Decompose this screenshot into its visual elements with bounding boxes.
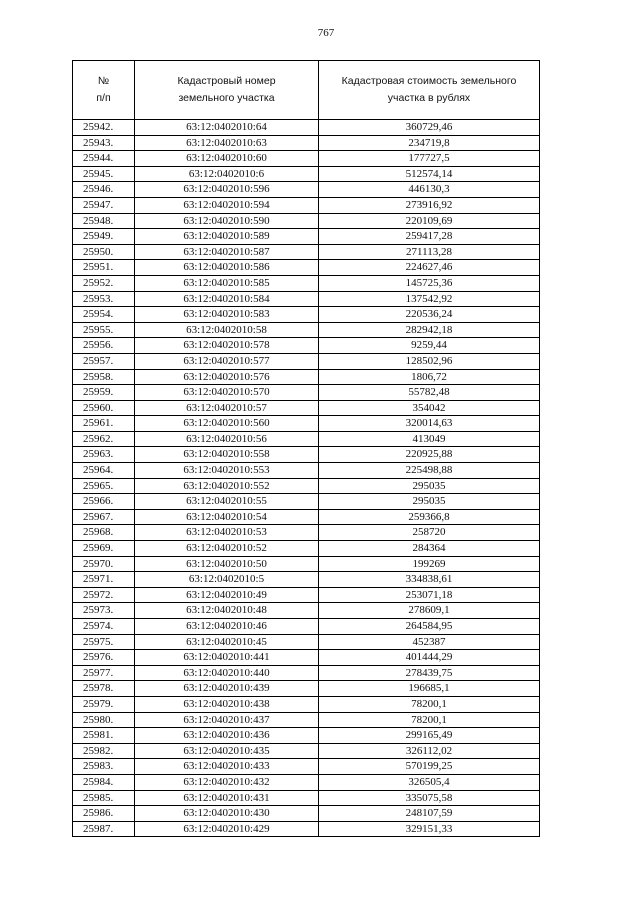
table-row: [73, 431, 540, 447]
row-number-cell: 25969.: [73, 541, 135, 557]
cadastral-number-cell: 63:12:0402010:431: [135, 790, 319, 806]
table-row: [73, 494, 540, 510]
row-number-cell: 25944.: [73, 151, 135, 167]
table-row: [73, 322, 540, 338]
cadastral-number-cell: 63:12:0402010:558: [135, 447, 319, 463]
table-row: [73, 712, 540, 728]
table-row: [73, 665, 540, 681]
cadastral-value-cell: 299165,49: [319, 728, 540, 744]
cadastral-number-cell: 63:12:0402010:560: [135, 416, 319, 432]
table-row: [73, 743, 540, 759]
row-number-cell: 25964.: [73, 463, 135, 479]
row-number-cell: 25982.: [73, 743, 135, 759]
cadastral-number-cell: 63:12:0402010:596: [135, 182, 319, 198]
table-row: [73, 634, 540, 650]
header-line: п/п: [96, 92, 111, 104]
cadastral-number-cell: 63:12:0402010:576: [135, 369, 319, 385]
cadastral-number-cell: 63:12:0402010:584: [135, 291, 319, 307]
cadastral-value-cell: 452387: [319, 634, 540, 650]
cadastral-value-cell: 295035: [319, 494, 540, 510]
row-number-cell: 25959.: [73, 385, 135, 401]
table-row: [73, 790, 540, 806]
table-row: [73, 135, 540, 151]
cadastral-number-cell: 63:12:0402010:441: [135, 650, 319, 666]
cadastral-number-cell: 63:12:0402010:46: [135, 619, 319, 635]
cadastral-value-cell: 55782,48: [319, 385, 540, 401]
cadastral-number-cell: 63:12:0402010:583: [135, 307, 319, 323]
cadastral-number-cell: 63:12:0402010:53: [135, 525, 319, 541]
row-number-cell: 25961.: [73, 416, 135, 432]
table-row: [73, 759, 540, 775]
cadastral-number-cell: 63:12:0402010:52: [135, 541, 319, 557]
table-row: [73, 603, 540, 619]
row-number-cell: 25958.: [73, 369, 135, 385]
cadastral-value-cell: 512574,14: [319, 166, 540, 182]
cadastral-number-cell: 63:12:0402010:58: [135, 322, 319, 338]
table-row: [73, 229, 540, 245]
cadastral-value-cell: 258720: [319, 525, 540, 541]
cadastral-value-cell: 9259,44: [319, 338, 540, 354]
row-number-cell: 25962.: [73, 431, 135, 447]
row-number-cell: 25967.: [73, 509, 135, 525]
cadastral-value-cell: 326112,02: [319, 743, 540, 759]
row-number-cell: 25957.: [73, 353, 135, 369]
cadastral-value-cell: 196685,1: [319, 681, 540, 697]
table-row: [73, 509, 540, 525]
table-row: [73, 120, 540, 136]
cadastral-number-cell: 63:12:0402010:45: [135, 634, 319, 650]
table-row: [73, 307, 540, 323]
table-header-row: [73, 61, 540, 120]
row-number-cell: 25951.: [73, 260, 135, 276]
row-number-cell: 25972.: [73, 587, 135, 603]
cadastral-number-cell: 63:12:0402010:60: [135, 151, 319, 167]
cadastral-value-cell: 326505,4: [319, 774, 540, 790]
row-number-cell: 25943.: [73, 135, 135, 151]
table-row: [73, 151, 540, 167]
cadastral-value-cell: 320014,63: [319, 416, 540, 432]
row-number-cell: 25949.: [73, 229, 135, 245]
table-row: [73, 260, 540, 276]
cadastral-value-cell: 220109,69: [319, 213, 540, 229]
cadastral-value-cell: 570199,25: [319, 759, 540, 775]
header-line: №: [97, 75, 110, 87]
cadastral-value-cell: 199269: [319, 556, 540, 572]
table-row: [73, 525, 540, 541]
cadastral-value-cell: 334838,61: [319, 572, 540, 588]
cadastral-number-cell: 63:12:0402010:55: [135, 494, 319, 510]
table-row: [73, 806, 540, 822]
cadastral-number-cell: 63:12:0402010:553: [135, 463, 319, 479]
row-number-cell: 25945.: [73, 166, 135, 182]
cadastral-value-cell: 78200,1: [319, 712, 540, 728]
row-number-cell: 25973.: [73, 603, 135, 619]
cadastral-value-cell: 446130,3: [319, 182, 540, 198]
row-number-cell: 25952.: [73, 275, 135, 291]
cadastral-value-cell: 220925,88: [319, 447, 540, 463]
cadastral-value-cell: 271113,28: [319, 244, 540, 260]
cadastral-value-cell: 284364: [319, 541, 540, 557]
cadastral-number-cell: 63:12:0402010:435: [135, 743, 319, 759]
cadastral-number-cell: 63:12:0402010:5: [135, 572, 319, 588]
table-row: [73, 275, 540, 291]
row-number-cell: 25955.: [73, 322, 135, 338]
table-row: [73, 478, 540, 494]
cadastral-number-cell: 63:12:0402010:552: [135, 478, 319, 494]
cadastral-number-cell: 63:12:0402010:439: [135, 681, 319, 697]
cadastral-value-cell: 295035: [319, 478, 540, 494]
cadastral-value-cell: 145725,36: [319, 275, 540, 291]
table-row: [73, 213, 540, 229]
cadastral-number-cell: 63:12:0402010:589: [135, 229, 319, 245]
cadastral-number-cell: 63:12:0402010:590: [135, 213, 319, 229]
table-row: [73, 541, 540, 557]
table-row: [73, 400, 540, 416]
row-number-cell: 25968.: [73, 525, 135, 541]
cadastral-value-cell: 335075,58: [319, 790, 540, 806]
row-number-cell: 25986.: [73, 806, 135, 822]
cadastral-number-cell: 63:12:0402010:50: [135, 556, 319, 572]
cadastral-value-cell: 259366,8: [319, 509, 540, 525]
cadastral-number-cell: 63:12:0402010:586: [135, 260, 319, 276]
cadastral-value-cell: 282942,18: [319, 322, 540, 338]
row-number-cell: 25950.: [73, 244, 135, 260]
row-number-cell: 25946.: [73, 182, 135, 198]
row-number-cell: 25954.: [73, 307, 135, 323]
header-line: Кадастровая стоимость земельного: [341, 75, 517, 87]
cadastral-number-cell: 63:12:0402010:63: [135, 135, 319, 151]
table-row: [73, 338, 540, 354]
row-number-cell: 25953.: [73, 291, 135, 307]
cadastral-value-cell: 253071,18: [319, 587, 540, 603]
cadastral-number-cell: 63:12:0402010:429: [135, 821, 319, 837]
table-row: [73, 774, 540, 790]
cadastral-value-cell: 225498,88: [319, 463, 540, 479]
cadastral-value-cell: 224627,46: [319, 260, 540, 276]
cadastral-value-table: [72, 60, 540, 837]
cadastral-number-cell: 63:12:0402010:49: [135, 587, 319, 603]
table-row: [73, 681, 540, 697]
cadastral-value-cell: 137542,92: [319, 291, 540, 307]
cadastral-value-cell: 264584,95: [319, 619, 540, 635]
cadastral-number-cell: 63:12:0402010:56: [135, 431, 319, 447]
cadastral-number-cell: 63:12:0402010:6: [135, 166, 319, 182]
header-line: земельного участка: [178, 92, 275, 104]
table-row: [73, 728, 540, 744]
cadastral-number-cell: 63:12:0402010:436: [135, 728, 319, 744]
cadastral-value-cell: 413049: [319, 431, 540, 447]
row-number-cell: 25942.: [73, 120, 135, 136]
row-number-cell: 25976.: [73, 650, 135, 666]
table-row: [73, 353, 540, 369]
row-number-cell: 25963.: [73, 447, 135, 463]
header-row-number: [73, 61, 135, 120]
table-row: [73, 572, 540, 588]
row-number-cell: 25960.: [73, 400, 135, 416]
cadastral-number-cell: 63:12:0402010:432: [135, 774, 319, 790]
cadastral-value-cell: 78200,1: [319, 696, 540, 712]
row-number-cell: 25947.: [73, 197, 135, 213]
table-row: [73, 416, 540, 432]
table-row: [73, 696, 540, 712]
row-number-cell: 25977.: [73, 665, 135, 681]
cadastral-value-cell: 177727,5: [319, 151, 540, 167]
cadastral-number-cell: 63:12:0402010:430: [135, 806, 319, 822]
cadastral-value-cell: 401444,29: [319, 650, 540, 666]
cadastral-value-cell: 248107,59: [319, 806, 540, 822]
cadastral-value-cell: 128502,96: [319, 353, 540, 369]
row-number-cell: 25987.: [73, 821, 135, 837]
cadastral-value-cell: 329151,33: [319, 821, 540, 837]
cadastral-number-cell: 63:12:0402010:594: [135, 197, 319, 213]
row-number-cell: 25979.: [73, 696, 135, 712]
cadastral-value-cell: 354042: [319, 400, 540, 416]
row-number-cell: 25975.: [73, 634, 135, 650]
table-row: [73, 182, 540, 198]
cadastral-value-cell: 360729,46: [319, 120, 540, 136]
row-number-cell: 25981.: [73, 728, 135, 744]
cadastral-number-cell: 63:12:0402010:585: [135, 275, 319, 291]
row-number-cell: 25980.: [73, 712, 135, 728]
table-row: [73, 619, 540, 635]
row-number-cell: 25984.: [73, 774, 135, 790]
table-row: [73, 587, 540, 603]
cadastral-value-cell: 273916,92: [319, 197, 540, 213]
row-number-cell: 25966.: [73, 494, 135, 510]
cadastral-value-cell: 259417,28: [319, 229, 540, 245]
cadastral-number-cell: 63:12:0402010:578: [135, 338, 319, 354]
header-line: участка в рублях: [387, 92, 471, 104]
table-row: [73, 291, 540, 307]
row-number-cell: 25956.: [73, 338, 135, 354]
cadastral-number-cell: 63:12:0402010:437: [135, 712, 319, 728]
row-number-cell: 25971.: [73, 572, 135, 588]
table-row: [73, 369, 540, 385]
cadastral-number-cell: 63:12:0402010:570: [135, 385, 319, 401]
cadastral-value-cell: 220536,24: [319, 307, 540, 323]
cadastral-number-cell: 63:12:0402010:433: [135, 759, 319, 775]
row-number-cell: 25974.: [73, 619, 135, 635]
row-number-cell: 25970.: [73, 556, 135, 572]
table-row: [73, 385, 540, 401]
header-line: Кадастровый номер: [177, 75, 276, 87]
row-number-cell: 25978.: [73, 681, 135, 697]
cadastral-value-cell: 278609,1: [319, 603, 540, 619]
table-row: [73, 447, 540, 463]
cadastral-value-cell: 1806,72: [319, 369, 540, 385]
header-cadastral-number: [135, 61, 319, 120]
cadastral-number-cell: 63:12:0402010:48: [135, 603, 319, 619]
row-number-cell: 25983.: [73, 759, 135, 775]
row-number-cell: 25985.: [73, 790, 135, 806]
cadastral-value-cell: 234719,8: [319, 135, 540, 151]
cadastral-number-cell: 63:12:0402010:64: [135, 120, 319, 136]
cadastral-number-cell: 63:12:0402010:54: [135, 509, 319, 525]
table-row: [73, 821, 540, 837]
cadastral-number-cell: 63:12:0402010:438: [135, 696, 319, 712]
row-number-cell: 25965.: [73, 478, 135, 494]
row-number-cell: 25948.: [73, 213, 135, 229]
table-row: [73, 244, 540, 260]
table-row: [73, 463, 540, 479]
table-row: [73, 650, 540, 666]
cadastral-number-cell: 63:12:0402010:440: [135, 665, 319, 681]
table-row: [73, 197, 540, 213]
cadastral-number-cell: 63:12:0402010:577: [135, 353, 319, 369]
header-cadastral-value: [319, 61, 540, 120]
cadastral-number-cell: 63:12:0402010:587: [135, 244, 319, 260]
page-number: 767: [317, 27, 335, 39]
table-row: [73, 556, 540, 572]
cadastral-value-cell: 278439,75: [319, 665, 540, 681]
table-row: [73, 166, 540, 182]
cadastral-number-cell: 63:12:0402010:57: [135, 400, 319, 416]
